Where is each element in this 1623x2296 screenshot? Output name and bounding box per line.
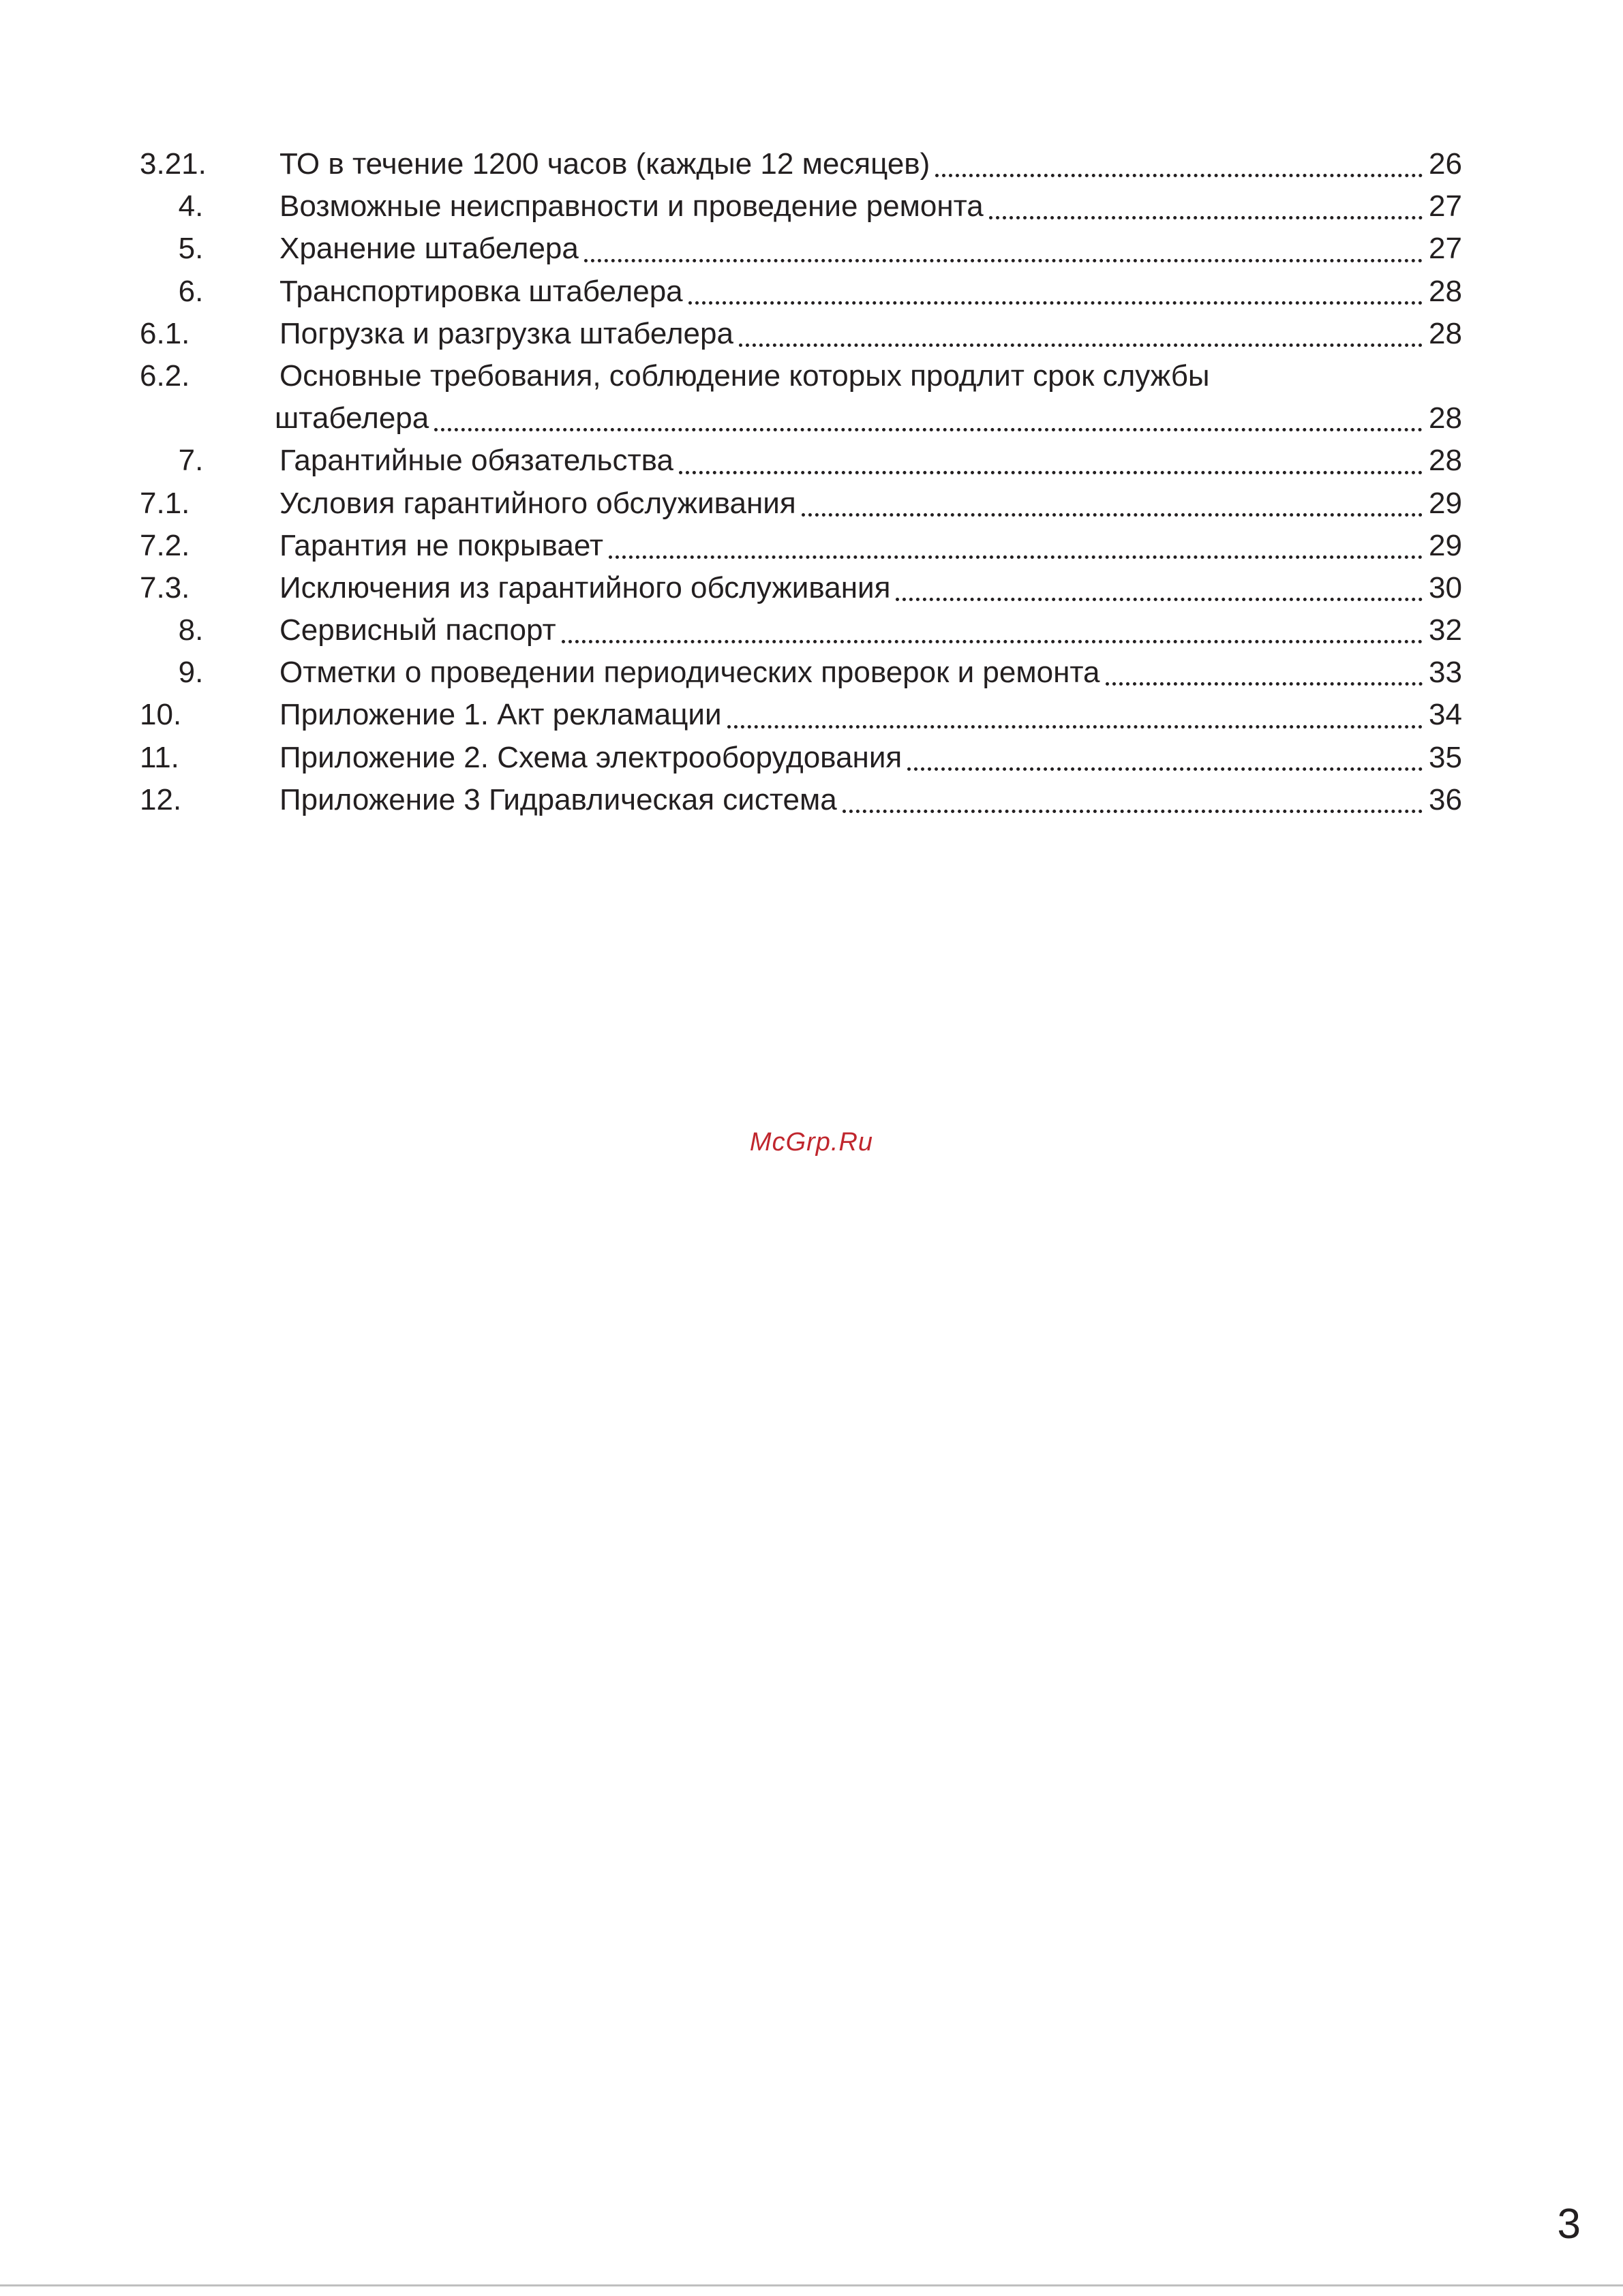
toc-row-page: 33	[1429, 656, 1462, 690]
toc-row-title: Сервисный паспорт	[279, 613, 556, 647]
dot-leader	[1106, 682, 1423, 686]
toc-entry	[279, 694, 1462, 736]
toc-row[interactable]	[140, 567, 1462, 609]
toc-row[interactable]	[140, 143, 1462, 185]
dot-leader	[434, 428, 1423, 431]
toc-row-title: Условия гарантийного обслуживания	[279, 486, 796, 520]
toc-row[interactable]	[140, 271, 1462, 313]
toc-entry	[279, 567, 1462, 609]
dot-leader	[679, 471, 1423, 474]
toc-row-number: 8.	[178, 613, 204, 647]
toc-row-title: Погрузка и разгрузка штабелера	[279, 316, 733, 350]
toc-row-number: 7.1.	[140, 486, 190, 520]
toc-row-number: 11.	[140, 740, 179, 774]
toc-row-title: ТО в течение 1200 часов (каждые 12 месяцев)	[279, 147, 930, 181]
toc-entry	[275, 397, 1462, 440]
toc-row-number: 6.1.	[140, 316, 190, 350]
toc-row-title: Хранение штабелера	[279, 232, 579, 266]
page-number: 3	[1557, 2201, 1581, 2248]
toc-row-number: 7.2.	[140, 528, 190, 562]
toc-row-title: Транспортировка штабелера	[279, 274, 683, 308]
toc-row-page: 28	[1429, 316, 1462, 350]
toc-row[interactable]	[140, 652, 1462, 694]
toc-row[interactable]	[140, 525, 1462, 567]
toc-entry	[279, 228, 1462, 270]
toc-row-page: 36	[1429, 782, 1462, 816]
toc-row-page: 35	[1429, 740, 1462, 774]
toc-row-title: Приложение 3 Гидравлическая система	[279, 782, 837, 816]
table-of-contents	[140, 143, 1462, 821]
toc-entry	[279, 737, 1462, 779]
toc-row-title: Отметки о проведении периодических проверок и ремонта	[279, 656, 1100, 690]
toc-entry	[279, 525, 1462, 567]
toc-row-title: Приложение 1. Акт рекламации	[279, 698, 722, 732]
toc-row-number: 9.	[178, 656, 204, 690]
toc-entry	[279, 313, 1462, 355]
toc-row-page: 30	[1429, 570, 1462, 604]
toc-row-title: Гарантийные обязательства	[279, 444, 673, 478]
page-bottom-divider	[0, 2284, 1623, 2286]
dot-leader	[896, 598, 1423, 601]
toc-entry	[279, 779, 1462, 821]
dot-leader	[688, 301, 1423, 305]
toc-row-page: 27	[1429, 189, 1462, 224]
toc-row-title: Исключения из гарантийного обслуживания	[279, 570, 891, 604]
toc-row-title: Приложение 2. Схема электрооборудования	[279, 740, 902, 774]
toc-row[interactable]	[140, 355, 1462, 440]
toc-entry	[279, 609, 1462, 652]
toc-row[interactable]	[140, 185, 1462, 228]
toc-entry	[279, 440, 1462, 482]
toc-row[interactable]	[140, 313, 1462, 355]
toc-row-page: 32	[1429, 613, 1462, 647]
toc-row[interactable]	[140, 228, 1462, 270]
toc-entry	[279, 271, 1462, 313]
toc-row-page: 28	[1429, 401, 1462, 435]
dot-leader	[727, 725, 1423, 729]
toc-row-number: 12.	[140, 782, 182, 816]
dot-leader	[907, 767, 1423, 771]
toc-row[interactable]	[140, 609, 1462, 652]
toc-row-number: 7.3.	[140, 570, 190, 604]
dot-leader	[584, 259, 1423, 262]
dot-leader	[935, 174, 1423, 177]
watermark-link[interactable]: McGrp.Ru	[749, 1128, 874, 1157]
toc-row-title: Основные требования, соблюдение которых продлит срок службы	[279, 358, 1210, 393]
toc-entry	[279, 483, 1462, 525]
toc-row[interactable]	[140, 779, 1462, 821]
toc-row-page: 28	[1429, 274, 1462, 308]
dot-leader	[989, 216, 1423, 219]
toc-row-page: 29	[1429, 528, 1462, 562]
dot-leader	[609, 555, 1423, 559]
dot-leader	[843, 810, 1423, 813]
toc-row-page: 26	[1429, 147, 1462, 181]
toc-row-page: 28	[1429, 444, 1462, 478]
toc-entry	[279, 143, 1462, 185]
toc-row[interactable]	[140, 440, 1462, 482]
toc-row-number: 4.	[178, 189, 204, 224]
toc-row-page: 27	[1429, 232, 1462, 266]
toc-entry	[279, 185, 1462, 228]
toc-row-number: 6.2.	[140, 358, 190, 393]
toc-entry	[279, 652, 1462, 694]
toc-row[interactable]	[140, 483, 1462, 525]
toc-row-page: 34	[1429, 698, 1462, 732]
dot-leader	[802, 513, 1423, 517]
dot-leader	[562, 640, 1423, 643]
toc-row-number: 10.	[140, 698, 182, 732]
toc-row-number: 5.	[178, 232, 204, 266]
toc-row-number: 3.21.	[140, 147, 207, 181]
toc-row-title: Возможные неисправности и проведение ремонта	[279, 189, 984, 224]
toc-row[interactable]	[140, 694, 1462, 736]
toc-row-title-continued: штабелера	[275, 401, 429, 435]
dot-leader	[739, 343, 1423, 347]
toc-row-number: 7.	[178, 444, 204, 478]
toc-row-number: 6.	[178, 274, 204, 308]
toc-row-page: 29	[1429, 486, 1462, 520]
toc-row-title: Гарантия не покрывает	[279, 528, 603, 562]
toc-row[interactable]	[140, 737, 1462, 779]
